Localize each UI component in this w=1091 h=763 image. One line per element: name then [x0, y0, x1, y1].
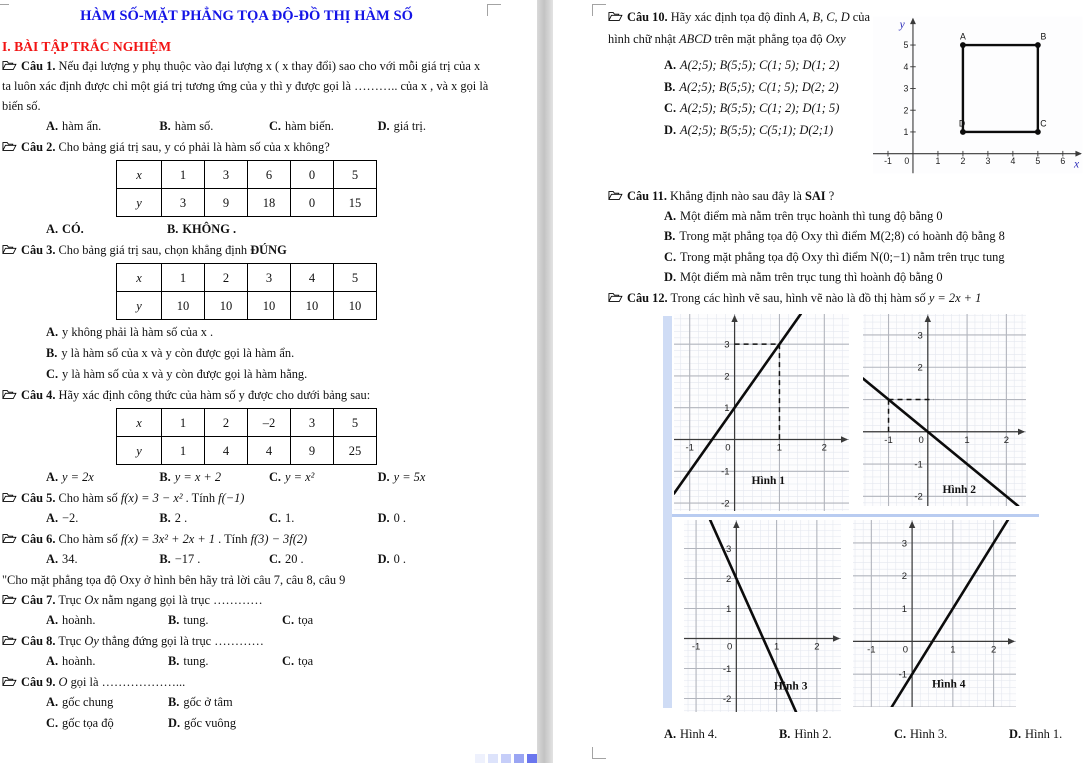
folder-icon: [2, 138, 18, 149]
svg-text:2: 2: [990, 644, 997, 656]
page-right: [553, 0, 1091, 763]
option-d: D. giá trị.: [377, 119, 426, 133]
option-a: A. gốc chung: [46, 695, 114, 709]
folder-icon: [2, 386, 18, 397]
table-cell: y: [117, 437, 162, 465]
option-a: A. 34.: [46, 552, 78, 566]
svg-text:A: A: [960, 31, 967, 42]
question-number: Câu 8.: [21, 634, 56, 648]
table-cell: 3: [248, 264, 291, 292]
formula: A, B, C, D: [798, 10, 850, 24]
table-cell: 2: [205, 264, 248, 292]
formula: f(x) = 3 − x²: [120, 491, 183, 505]
svg-text:C: C: [1040, 118, 1047, 129]
value-table: [116, 263, 377, 320]
folder-icon: [2, 530, 18, 541]
table-cell: 25: [334, 437, 377, 465]
table-cell: x: [117, 161, 162, 189]
formula: f(x) = 3x² + 2x + 1: [120, 532, 216, 546]
value-table: [116, 408, 377, 465]
svg-text:3: 3: [901, 537, 908, 549]
formula: ABCD: [679, 32, 712, 46]
formula: Oy: [84, 634, 99, 648]
option-a: A. A(2;5); B(5;5); C(1; 5); D(1; 2): [664, 58, 840, 72]
options-row: [46, 467, 491, 488]
options-row: [46, 549, 491, 570]
options-stack: [664, 206, 1083, 288]
option-c: C. tọa: [282, 654, 314, 668]
table-cell: 0: [291, 161, 334, 189]
question-4: [2, 385, 491, 488]
table-cell: 5: [334, 409, 377, 437]
svg-text:2: 2: [917, 362, 923, 374]
option-b: B. 2 .: [159, 511, 188, 525]
option-c: C. tọa: [282, 613, 314, 627]
option-b: B. Trong mặt phẳng tọa độ Oxy thì điểm M(2;8) có hoành độ bằng 8: [664, 229, 1005, 244]
table-cell: 10: [334, 292, 377, 320]
svg-text:1: 1: [901, 603, 908, 615]
question-text: Cho bảng giá trị sau, y có phải là hàm số của x không?: [58, 140, 330, 154]
svg-text:2: 2: [1003, 434, 1010, 446]
graph-hinh-2: [863, 314, 1026, 506]
question-text-bold: SAI: [804, 189, 826, 203]
option-a: A. Một điểm mà nằm trên trục hoành thì tung độ bằng 0: [664, 209, 943, 223]
folder-icon: [608, 289, 624, 300]
options-stack: [46, 322, 491, 385]
question-number: Câu 7.: [21, 593, 56, 607]
option-d: D. y = 5x: [377, 470, 426, 484]
svg-text:-1: -1: [685, 442, 694, 454]
table-cell: 4: [248, 437, 291, 465]
formula: f(3) − 3f(2): [250, 532, 308, 546]
table-cell: 10: [248, 292, 291, 320]
table-cell: 5: [334, 161, 377, 189]
table-cell: y: [117, 189, 162, 217]
option-a: A. hoành.: [46, 613, 96, 627]
svg-text:x: x: [1074, 158, 1080, 171]
question-5: Câu 5. Cho hàm số f(x) = 3 − x² . Tính f(−1) A. −2. B. 2 . C. 1. D. 0 .: [2, 488, 491, 529]
table-cell: 10: [291, 292, 334, 320]
svg-text:1: 1: [950, 644, 956, 656]
logo-square: [527, 754, 537, 763]
option-b: B. hàm số.: [159, 119, 214, 133]
svg-text:-1: -1: [721, 466, 730, 478]
page-gap: [537, 0, 553, 763]
question-text: Cho hàm số: [58, 491, 121, 505]
question-2: [2, 137, 491, 240]
table-cell: 4: [291, 264, 334, 292]
option-a: A. y = 2x: [46, 470, 94, 484]
svg-text:-1: -1: [691, 641, 701, 653]
option-b: B. Hình 2.: [779, 726, 832, 741]
question-3: [2, 240, 491, 385]
svg-text:-2: -2: [721, 498, 730, 510]
options-row: [46, 116, 491, 137]
folder-icon: [2, 57, 18, 68]
graph-hinh-3: [684, 520, 841, 712]
note-line: "Cho mặt phẳng tọa độ Oxy ở hình bên hãy trả lời câu 7, câu 8, câu 9: [2, 573, 346, 587]
options-stack: [664, 55, 871, 141]
question-12: Câu 12. Trong các hình vẽ sau, hình vẽ nào là đồ thị hàm số y = 2x + 1 -1 0 1 2 -2 -1 1 2 3 Hình 1 -1 0 1 2 -2 -1 2 3 Hình 2 -1 0 1 2 -2 -1 1 2 3 Hình 3 -1 0 1 2 -1 1 2 3 Hình 4 A. Hình 4. B. Hình 2. C. Hình 3. D. Hình 1.: [608, 288, 1083, 745]
svg-text:1: 1: [776, 442, 783, 454]
question-8: Câu 8. Trục Oy thẳng đứng gọi là trục ………… A. hoành. B. tung. C. tọa: [2, 631, 491, 672]
svg-text:3: 3: [726, 543, 732, 555]
logo-square: [488, 754, 498, 763]
table-cell: 18: [248, 189, 291, 217]
svg-text:0: 0: [918, 434, 924, 446]
document-title: HÀM SỐ-MẶT PHẲNG TỌA ĐỘ-ĐỒ THỊ HÀM SỐ: [80, 8, 413, 24]
value-table: [116, 160, 377, 217]
option-b: B. tung.: [168, 613, 209, 627]
table-cell: 9: [291, 437, 334, 465]
option-c: C. y = x²: [268, 470, 315, 484]
formula: O: [58, 675, 68, 689]
table-cell: 3: [291, 409, 334, 437]
svg-text:-2: -2: [914, 491, 923, 503]
question-number: Câu 12.: [627, 290, 668, 305]
svg-text:0: 0: [902, 644, 909, 656]
folder-icon: [608, 7, 624, 18]
table-cell: y: [117, 292, 162, 320]
option-a: A. y không phải là hàm số của x .: [46, 325, 214, 339]
option-d: D. 0 .: [377, 511, 407, 525]
question-1: [2, 56, 491, 137]
svg-text:3: 3: [917, 329, 923, 341]
question-number: Câu 2.: [21, 140, 56, 154]
question-6: Câu 6. Cho hàm số f(x) = 3x² + 2x + 1 . Tính f(3) − 3f(2) A. 34. B. −17 . C. 20 . D. 0 .: [2, 529, 491, 570]
crop-mark: [487, 4, 501, 16]
table-cell: 15: [334, 189, 377, 217]
question-number: Câu 11.: [627, 189, 667, 203]
svg-text:1: 1: [935, 155, 941, 166]
svg-text:1: 1: [773, 641, 780, 653]
formula: f(−1): [218, 491, 245, 505]
svg-text:-1: -1: [884, 155, 893, 166]
option-c: C. 20 .: [268, 552, 304, 566]
table-cell: 0: [291, 189, 334, 217]
option-d: D. Hình 1.: [1009, 726, 1063, 741]
folder-icon: [2, 632, 18, 643]
svg-text:1: 1: [903, 127, 909, 138]
svg-text:1: 1: [726, 603, 732, 615]
svg-text:-1: -1: [884, 434, 893, 446]
graph-hinh-1: [674, 314, 849, 511]
option-c: C. Trong mặt phẳng tọa độ Oxy thì điểm N(0;−1) nằm trên trục tung: [664, 249, 1005, 264]
formula: Oxy: [825, 32, 846, 46]
svg-text:2: 2: [821, 442, 827, 454]
option-c: C. Hình 3.: [894, 726, 948, 741]
svg-text:2: 2: [960, 155, 966, 166]
folder-icon: [2, 241, 18, 252]
table-cell: 2: [205, 409, 248, 437]
table-cell: 10: [162, 292, 205, 320]
svg-text:5: 5: [1035, 155, 1041, 166]
option-b: B. gốc ở tâm: [168, 695, 233, 709]
question-text: Cho hàm số: [58, 532, 121, 546]
crop-mark: [0, 4, 9, 16]
svg-text:0: 0: [725, 442, 731, 454]
footer-logo: [475, 754, 537, 763]
graph-row-separator: [663, 514, 1039, 517]
option-b: B. A(2;5); B(5;5); C(1; 5); D(2; 2): [664, 79, 839, 94]
question-text: Hãy xác định công thức của hàm số y được cho dưới bảng sau:: [58, 388, 371, 402]
question-7: Câu 7. Trục Ox nằm ngang gọi là trục ………… A. hoành. B. tung. C. tọa: [2, 590, 491, 631]
options-row: [46, 651, 491, 672]
option-c: C. gốc tọa độ: [46, 716, 114, 730]
svg-text:D: D: [959, 118, 966, 129]
folder-icon: [2, 489, 18, 500]
crop-mark: [592, 4, 606, 16]
question-number: Câu 4.: [21, 388, 56, 402]
options-row: [46, 610, 491, 631]
options-row: [664, 724, 1083, 745]
graph-hinh-4: [853, 520, 1016, 707]
folder-icon: [608, 187, 624, 198]
table-cell: 1: [162, 437, 205, 465]
table-cell: –2: [248, 409, 291, 437]
question-number: Câu 3.: [21, 243, 56, 257]
svg-text:1: 1: [724, 402, 730, 414]
table-cell: 4: [205, 437, 248, 465]
option-a: A. −2.: [46, 511, 79, 525]
option-b: B. y là hàm số của x và y còn được gọi là hàm ẩn.: [46, 346, 295, 360]
question-text: Cho bảng giá trị sau, chọn khẳng định: [58, 243, 251, 257]
question-9: Câu 9. O gọi là ………………... A. gốc chung B. gốc ở tâm C. gốc tọa độ D. gốc vuông: [2, 672, 491, 734]
option-a: A. hoành.: [46, 654, 96, 668]
table-cell: x: [117, 264, 162, 292]
option-d: D. Một điểm mà nằm trên trục tung thì hoành độ bằng 0: [664, 270, 943, 285]
table-cell: 1: [162, 264, 205, 292]
svg-text:3: 3: [724, 339, 730, 351]
graph-frame-strip: [663, 316, 672, 708]
question-number: Câu 9.: [21, 675, 56, 689]
question-number: Câu 1.: [21, 59, 56, 73]
option-a: A. CÓ.: [46, 222, 84, 236]
svg-text:B: B: [1040, 31, 1047, 42]
option-b: B. −17 .: [159, 552, 201, 566]
graph-rectangle-abcd: [873, 10, 1083, 180]
options-row: [46, 713, 491, 734]
svg-text:0: 0: [904, 155, 910, 166]
table-cell: 3: [162, 189, 205, 217]
svg-text:Hình 2: Hình 2: [942, 483, 977, 496]
logo-square: [501, 754, 511, 763]
option-c: C. A(2;5); B(5;5); C(1; 2); D(1; 5): [664, 101, 840, 116]
question-text: Nếu đại lượng y phụ thuộc vào đại lượng x ( x thay đổi) sao cho với mỗi giá trị của x ta luôn xác định được chỉ một giá trị tương ứng của y thì y được gọi là ……….. của x , và x gọi là biến số.: [2, 59, 489, 113]
option-c: C. 1.: [268, 511, 295, 525]
svg-text:0: 0: [727, 641, 733, 653]
question-10: Câu 10. Hãy xác định tọa độ đỉnh A, B, C, D của hình chữ nhật ABCD trên mặt phẳng tọa độ Oxy A. A(2;5); B(5;5); C(1; 5); D(1; 2) B. A(2;5); B(5;5); C(1; 5); D(2; 2) C. A(2;5); B(5;5); C(1; 2); D(1; 5) D. A(2;5); B(5;5); C(5;1); D(2;1) -1 0 1 2 3 4 5 6 1 2 3 4 5 A B C D x y: [608, 6, 1083, 180]
svg-text:1: 1: [964, 434, 970, 446]
question-number: Câu 6.: [21, 532, 56, 546]
svg-text:Hình 3: Hình 3: [773, 680, 808, 693]
svg-text:2: 2: [724, 370, 730, 382]
section-heading: I. BÀI TẬP TRẮC NGHIỆM: [2, 39, 172, 54]
question-number: Câu 5.: [21, 491, 56, 505]
question-number: Câu 10.: [627, 10, 668, 24]
svg-text:4: 4: [903, 61, 909, 72]
table-cell: 1: [162, 409, 205, 437]
formula: y = 2x + 1: [928, 290, 982, 305]
svg-text:Hình 1: Hình 1: [751, 474, 786, 487]
option-c: C. y là hàm số của x và y còn được gọi là hàm hằng.: [46, 367, 308, 381]
svg-text:-1: -1: [898, 669, 908, 681]
option-d: D. gốc vuông: [168, 716, 237, 730]
table-cell: 10: [205, 292, 248, 320]
svg-text:3: 3: [985, 155, 991, 166]
logo-square: [514, 754, 524, 763]
logo-square: [475, 754, 485, 763]
svg-text:5: 5: [903, 40, 909, 51]
svg-text:-1: -1: [722, 663, 732, 675]
option-a: A. Hình 4.: [664, 726, 718, 741]
options-row: [46, 219, 491, 240]
option-d: D. 0 .: [377, 552, 407, 566]
folder-icon: [2, 591, 18, 602]
option-b: B. tung.: [168, 654, 209, 668]
formula: Ox: [84, 593, 99, 607]
svg-text:2: 2: [726, 573, 732, 585]
option-d: D. A(2;5); B(5;5); C(5;1); D(2;1): [664, 122, 834, 137]
table-cell: 3: [205, 161, 248, 189]
option-b: B. y = x + 2: [159, 470, 222, 484]
svg-text:2: 2: [901, 570, 908, 582]
svg-text:2: 2: [814, 641, 820, 653]
svg-text:-1: -1: [867, 644, 876, 656]
graphs-grid: [674, 314, 1044, 712]
svg-text:3: 3: [903, 83, 909, 94]
question-11: Câu 11. Khẳng định nào sau đây là SAI ? A. Một điểm mà nằm trên trục hoành thì tung độ bằng 0 B. Trong mặt phẳng tọa độ Oxy thì điểm M(2;8) có hoành độ bằng 8 C. Trong mặt phẳng tọa độ Oxy thì điểm N(0;−1) nằm trên trục tung D. Một điểm mà nằm trên trục tung thì hoành độ bằng 0: [608, 186, 1083, 288]
svg-text:4: 4: [1010, 155, 1016, 166]
option-a: A. hàm ẩn.: [46, 119, 102, 133]
page-left: [0, 0, 537, 763]
option-b: B. KHÔNG .: [167, 222, 237, 236]
crop-mark: [592, 747, 606, 759]
svg-text:y: y: [899, 18, 905, 31]
folder-icon: [2, 673, 18, 684]
table-cell: 6: [248, 161, 291, 189]
svg-text:-2: -2: [722, 693, 732, 705]
table-cell: x: [117, 409, 162, 437]
table-cell: 1: [162, 161, 205, 189]
options-row: [46, 692, 491, 713]
question-text-bold: ĐÚNG: [250, 243, 287, 257]
svg-text:6: 6: [1060, 155, 1066, 166]
table-cell: 5: [334, 264, 377, 292]
svg-text:2: 2: [903, 105, 909, 116]
table-cell: 9: [205, 189, 248, 217]
svg-text:-1: -1: [914, 459, 923, 471]
svg-text:Hình 4: Hình 4: [931, 677, 966, 690]
option-c: C. hàm biến.: [268, 119, 334, 133]
options-row: [46, 508, 491, 529]
